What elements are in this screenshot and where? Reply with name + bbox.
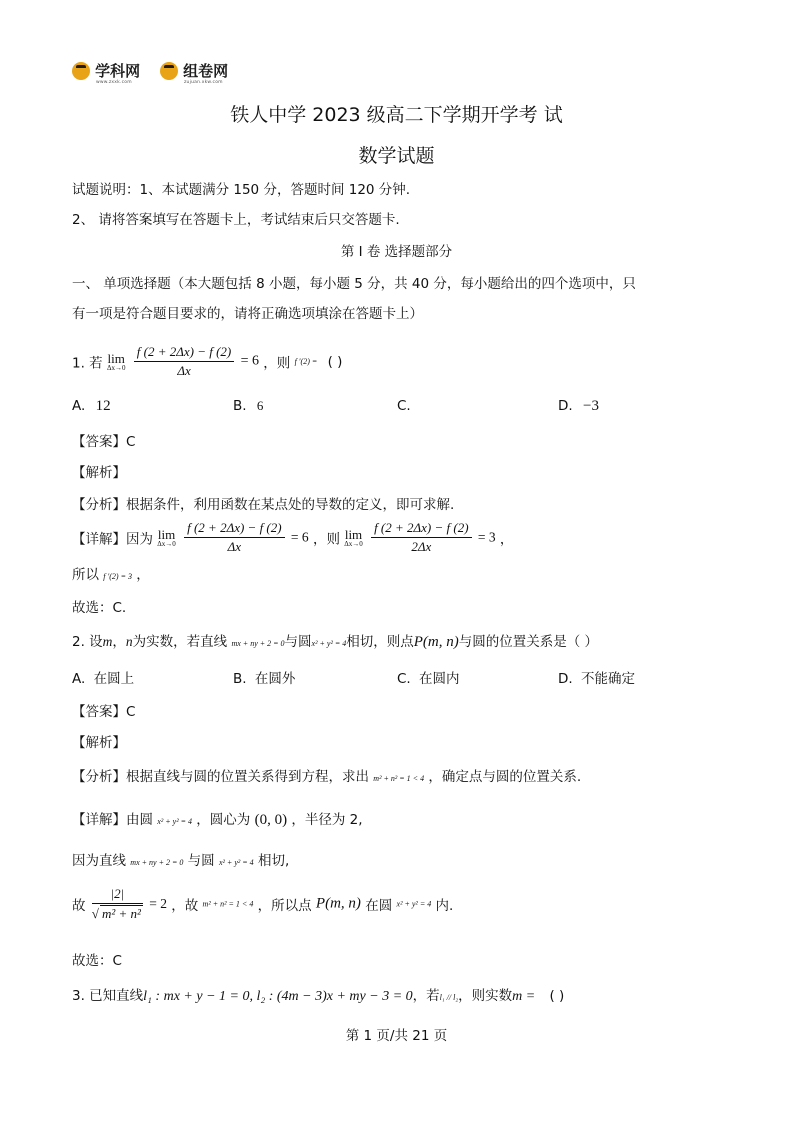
q1-limit [107,352,126,372]
logo-zxxk-url: www.zxxk.com [96,80,132,85]
section-intro-line-1: 一、 单项选择题（本大题包括 8 小题，每小题 5 分，共 40 分，每小题给出的四个选项中，只 [72,276,636,292]
q2-d2-line: mx + ny + 2 = 0 [130,858,184,867]
section-intro-line-2: 有一项是符合题目要求的，请将正确选项填涂在答题卡上） [72,306,423,322]
q3-parallel: l₁ // l₂ [439,993,459,1002]
q1-so-expr: f ′(2) = 3 [103,572,132,581]
q2-option-b-value: 在圆外 [254,671,296,687]
page-footer: 第 1 页/共 21 页 [345,1028,448,1044]
q1-detail-then: ，则 [312,531,340,548]
q2-d3-den-wrap: √ m² + n² [91,906,141,921]
q2-d3-e: 内. [435,898,454,914]
instructions-line-2: 2、 请将答案填写在答题卡上，考试结束后只交答题卡. [72,212,400,228]
q2-line-expr: mx + ny + 2 = 0 [231,639,285,648]
q1-detail [72,520,513,555]
q2-d3-b: ，故 [171,898,199,914]
logo-zujuan [160,60,228,81]
q2-d1-center: (0, 0) [254,812,288,828]
q2-text-a: 2. 设 [72,634,103,650]
q2-d1-b: ，圆心为 [196,812,251,828]
q1-option-d-value: −3 [582,398,599,414]
question-3 [72,984,564,1005]
q1-eq: = 6 [240,353,259,369]
q1-option-b-label: B. [233,398,247,414]
q2-option-d-value: 不能确定 [580,671,635,687]
q3-lines: l₁ : mx + y − 1 = 0, l₂ : (4m − 3)x + my − 3 = 0 [143,989,413,1004]
q2-option-b-label: B. [233,671,247,687]
q1-so-end: ， [136,567,150,583]
q1-detail-fraction-1-num: f (2 + 2Δx) − f (2) [184,520,285,538]
q1-detail-fraction-2-num: f (2 + 2Δx) − f (2) [371,520,472,538]
q2-d2-b: 与圆 [187,853,215,869]
q2-option-a-value: 在圆上 [93,671,135,687]
logo-zujuan-url: zujuan.xkw.com [184,80,223,85]
q1-paren: ( ) [327,353,343,370]
q2-detail-1 [72,808,363,829]
q2-fenxi [72,765,581,785]
q2-option-d-label: D. [558,671,573,687]
q2-fenxi-b: ，确定点与圆的位置关系. [428,769,582,785]
q1-option-c-label: C. [397,398,411,414]
q2-d1-expr: x² + y² = 4 [157,817,192,826]
q2-option-c[interactable] [397,667,460,687]
q3-paren: ( ) [549,988,565,1004]
question-2 [72,630,598,651]
mortarboard-icon [72,62,90,80]
q1-lim-sub: Δx→0 [106,363,126,372]
q1-lim-word: lim [107,350,125,366]
logo-zxxk [72,60,140,81]
section-title: 第 I 卷 选择题部分 [340,244,453,260]
q1-choose: 故选：C. [72,600,127,616]
q1-fraction-den: Δx [177,363,191,378]
q1-detail-fraction-2-den: 2Δx [411,539,432,554]
q1-detail-limit-1 [157,528,176,548]
q2-n: n [125,634,133,649]
instructions-line-1: 试题说明：1、本试题满分 150 分，答题时间 120 分钟. [72,182,411,198]
q1-detail-fraction-2 [371,520,472,555]
q2-text-d: 相切，则点 [346,634,414,650]
q1-option-a[interactable] [72,398,111,415]
q2-d1-a: 【详解】由圆 [72,812,153,828]
q3-text-b: ，若 [412,988,440,1004]
q2-option-d[interactable] [558,667,635,687]
logo-zxxk-text: 学科网 [95,62,141,80]
q1-detail-fraction-1-den: Δx [227,539,242,554]
q2-option-b[interactable] [233,667,295,687]
q2-d2-circle: x² + y² = 4 [218,858,254,867]
q1-detail-prefix: 【详解】因为 [72,531,153,548]
logo-zujuan-text: 组卷网 [183,62,229,80]
q2-text-b: 为实数，若直线 [132,634,228,650]
q2-detail-3 [72,886,453,922]
q2-m: m [102,634,113,649]
q1-fraction-num: f (2 + 2Δx) − f (2) [134,344,235,362]
q2-option-a[interactable] [72,667,134,687]
q2-d3-fraction [92,886,143,922]
q1-fenxi: 【分析】根据条件，利用函数在某点处的导数的定义，即可求解. [72,497,455,513]
q1-fprime: f ′(2) = [294,357,318,366]
q2-answer: 【答案】C [72,704,136,720]
q1-option-a-label: A. [72,398,86,414]
q2-d3-eq: = 2 [149,896,167,911]
q1-fraction [134,344,235,379]
q2-fenxi-expr: m² + n² = 1 < 4 [373,774,425,783]
q1-prefix: 1. 若 [72,355,103,372]
q2-option-c-label: C. [397,671,411,687]
q1-detail-limit-2 [344,528,363,548]
q1-detail-fraction-1 [184,520,285,555]
q1-so-text: 所以 [72,567,99,583]
q1-detail-eq-2: = 3 [477,529,496,545]
q2-d2-a: 因为直线 [72,853,126,869]
q3-m-eq: m = [512,989,536,1004]
q1-analysis-label: 【解析】 [72,465,126,481]
q2-d2-c: 相切, [257,853,290,869]
q1-answer: 【答案】C [72,434,136,450]
page-title: 铁人中学 2023 级高二下学期开学考 试 [230,104,563,126]
q2-d1-c: ，半径为 2, [291,812,363,828]
q2-d3-point: P(m, n) [315,895,361,912]
q1-detail-lim-sub-1: Δx→0 [157,539,176,548]
q2-d3-circle: x² + y² = 4 [396,899,432,909]
q2-circle-expr: x² + y² = 4 [311,639,347,648]
q2-detail-2 [72,849,289,869]
q2-option-c-value: 在圆内 [419,671,460,687]
q1-detail-eq-1: = 6 [290,529,309,545]
q1-option-b[interactable] [233,398,263,414]
mortarboard-icon [160,62,178,80]
q2-d3-a: 故 [72,898,86,914]
q1-option-a-value: 12 [95,398,111,414]
q2-d3-expr: m² + n² = 1 < 4 [202,899,254,909]
q2-analysis-label: 【解析】 [72,735,126,751]
q2-text-e: 与圆的位置关系是（ ） [458,634,599,650]
q1-detail-lim-sub-2: Δx→0 [344,539,363,548]
q2-d3-num: |2| [92,886,143,904]
q1-detail-lim-word-2: lim [344,526,363,542]
q2-text-c: 与圆 [284,634,312,650]
q1-detail-lim-word-1: lim [157,526,176,542]
page-subtitle: 数学试题 [358,145,435,167]
q3-text-c: ，则实数 [458,988,513,1004]
q2-d3-d: 在圆 [365,898,393,914]
q2-d3-den: m² + n² [101,906,141,921]
q1-detail-end: ， [499,531,514,548]
q1-option-d-label: D. [558,398,573,414]
q2-point: P(m, n) [413,634,459,650]
q2-d3-c: ，所以点 [257,898,312,914]
q1-option-b-value: 6 [256,398,264,413]
q1-then: ，则 [263,355,291,372]
q1-option-d[interactable] [558,398,599,415]
q1-option-c[interactable] [397,398,411,414]
q3-text-a: 3. 已知直线 [72,988,144,1004]
q1-so [72,563,150,583]
question-1 [72,344,342,379]
q2-fenxi-a: 【分析】根据直线与圆的位置关系得到方程，求出 [72,769,369,785]
q2-option-a-label: A. [72,671,86,687]
q2-choose: 故选：C [72,953,122,969]
q2-comma: ， [112,634,126,650]
